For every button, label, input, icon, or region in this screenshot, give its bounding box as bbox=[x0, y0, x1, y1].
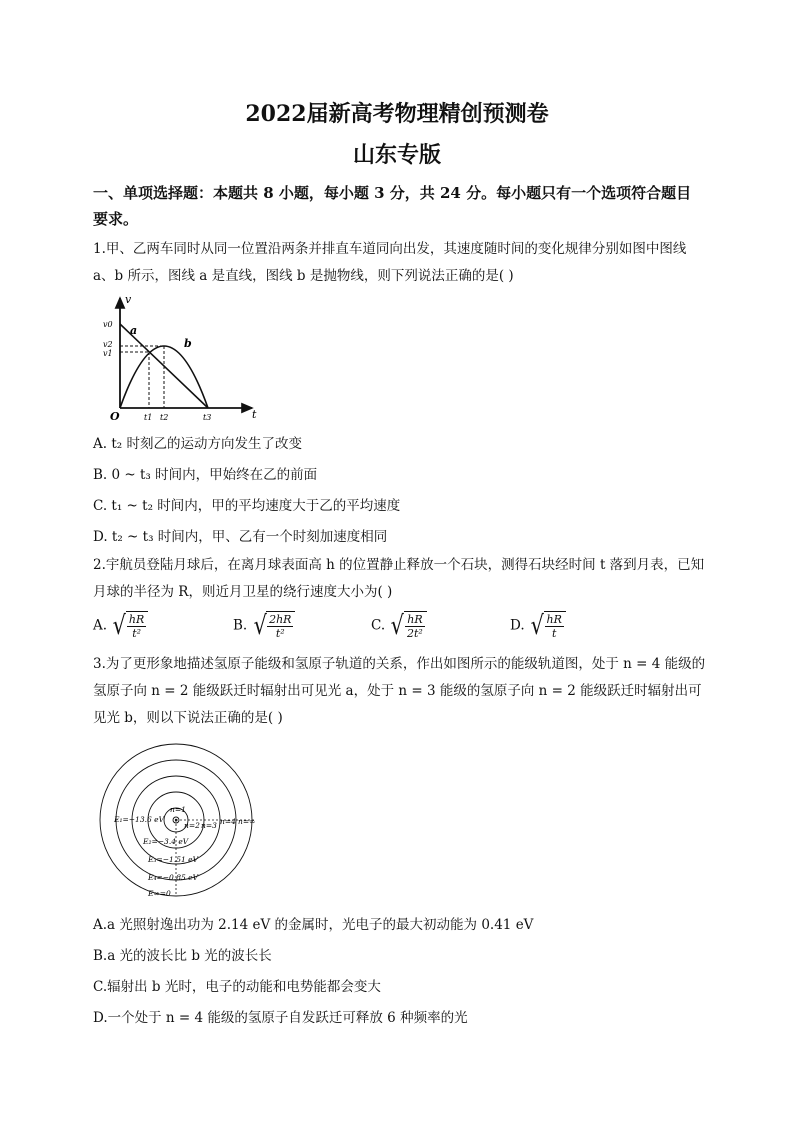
q2-option-d-label: D. bbox=[510, 617, 525, 634]
q2-option-b-label: B. bbox=[233, 617, 248, 634]
exam-subtitle: 山东专版 bbox=[352, 142, 441, 168]
q1-origin: O bbox=[110, 410, 120, 423]
question-1-stem: 1.甲、乙两车同时从同一位置沿两条并排直车道同向出发，其速度随时间的变化规律分别如图中图线 a、b 所示，图线 a 是直线，图线 b 是抛物线，则下列说法正确的是( ) bbox=[93, 241, 687, 284]
q2-option-a-den: t² bbox=[132, 627, 142, 640]
q3-option-a: A.a 光照射逸出功为 2.14 eV 的金属时，光电子的最大初动能为 0.41 eV bbox=[93, 917, 534, 933]
q3-option-c: C.辐射出 b 光时，电子的动能和电势能都会变大 bbox=[93, 979, 381, 995]
q1-tick-v1: v1 bbox=[103, 349, 113, 358]
q2-option-c-den: 2t² bbox=[407, 627, 423, 640]
q1-label-b: b bbox=[184, 337, 192, 350]
q3-energy-e2: E₂=−3.4 eV bbox=[143, 837, 189, 846]
question-3-stem: 3.为了更形象地描述氢原子能级和氢原子轨道的关系，作出如图所示的能级轨道图，处于 n = 4 能级的氢原子向 n = 2 能级跃迁时辐射出可见光 a，处于 n = 3 能级的氢原子向 n = 2 能级跃迁时辐射出可见光 b，则以下说法正确的是( ) bbox=[93, 656, 706, 726]
q3-energy-einf: E∞=0 bbox=[148, 889, 171, 898]
q3-energy-e3: E₃=−1.51 eV bbox=[148, 855, 198, 864]
q1-option-b: B. 0 ~ t₃ 时间内，甲始终在乙的前面 bbox=[93, 467, 318, 483]
q2-option-c-num: hR bbox=[405, 613, 425, 627]
q1-option-a: A. t₂ 时刻乙的运动方向发生了改变 bbox=[93, 436, 302, 452]
q2-option-b-num: 2hR bbox=[269, 613, 292, 626]
q1-tick-v0: v0 bbox=[103, 320, 113, 329]
q3-energy-level-diagram bbox=[98, 740, 258, 900]
q3-energy-e1: E₁=−13.6 eV bbox=[114, 815, 164, 824]
q2-option-a-num: hR bbox=[128, 613, 145, 626]
q2-option-c: C. √ $\frac{hR}{\text{2t²}}$ bbox=[371, 611, 427, 640]
q3-label-ninf: n=∞ bbox=[238, 817, 256, 826]
q2-option-a: A. √ $\frac{hR}{\text{t²}}$ bbox=[93, 611, 148, 640]
q1-label-a: a bbox=[130, 324, 138, 337]
question-2-stem: 2.宇航员登陆月球后，在离月球表面高 h 的位置静止释放一个石块，测得石块经时间 t 落到月表，已知月球的半径为 R，则近月卫星的绕行速度大小为( ) bbox=[93, 557, 705, 600]
q1-option-d: D. t₂ ~ t₃ 时间内，甲、乙有一个时刻加速度相同 bbox=[93, 529, 388, 545]
q1-vt-graph bbox=[102, 294, 272, 424]
q2-option-d-den: t bbox=[551, 627, 557, 640]
q3-energy-e4: E₄=−0.85 eV bbox=[148, 873, 198, 882]
q1-axis-t: t bbox=[252, 408, 257, 421]
q1-tick-t3: t3 bbox=[203, 413, 212, 422]
q2-option-c-label: C. bbox=[371, 617, 386, 634]
q2-option-b-den: t² bbox=[275, 627, 285, 640]
q2-option-d: D. √ $\frac{hR}{t}$ bbox=[510, 611, 566, 640]
q1-tick-t2: t2 bbox=[160, 413, 169, 422]
q2-option-b: B. √ $\frac{2hR}{\text{t²}}$ bbox=[233, 611, 295, 640]
q1-axis-v: v bbox=[125, 293, 132, 306]
section-heading: 一、单项选择题：本题共 8 小题，每小题 3 分，共 24 分。每小题只有一个选项符合题目要求。 bbox=[93, 184, 692, 228]
q3-label-n2: n=2 bbox=[184, 821, 200, 830]
q3-label-n3: n=3 bbox=[201, 821, 217, 830]
q2-option-d-num: hR bbox=[546, 613, 562, 626]
q3-option-d: D.一个处于 n = 4 能级的氢原子自发跃迁可释放 6 种频率的光 bbox=[93, 1010, 468, 1026]
exam-title: 2022届新高考物理精创预测卷 bbox=[245, 101, 549, 127]
q3-label-n1: n=1 bbox=[170, 805, 186, 814]
q3-option-b: B.a 光的波长比 b 光的波长长 bbox=[93, 948, 272, 964]
q1-tick-t1: t1 bbox=[144, 413, 153, 422]
q1-option-c: C. t₁ ~ t₂ 时间内，甲的平均速度大于乙的平均速度 bbox=[93, 498, 401, 514]
q3-label-n4: n=4 bbox=[220, 817, 236, 826]
q2-option-a-label: A. bbox=[93, 617, 108, 634]
q1-tick-v2: v2 bbox=[103, 340, 113, 349]
